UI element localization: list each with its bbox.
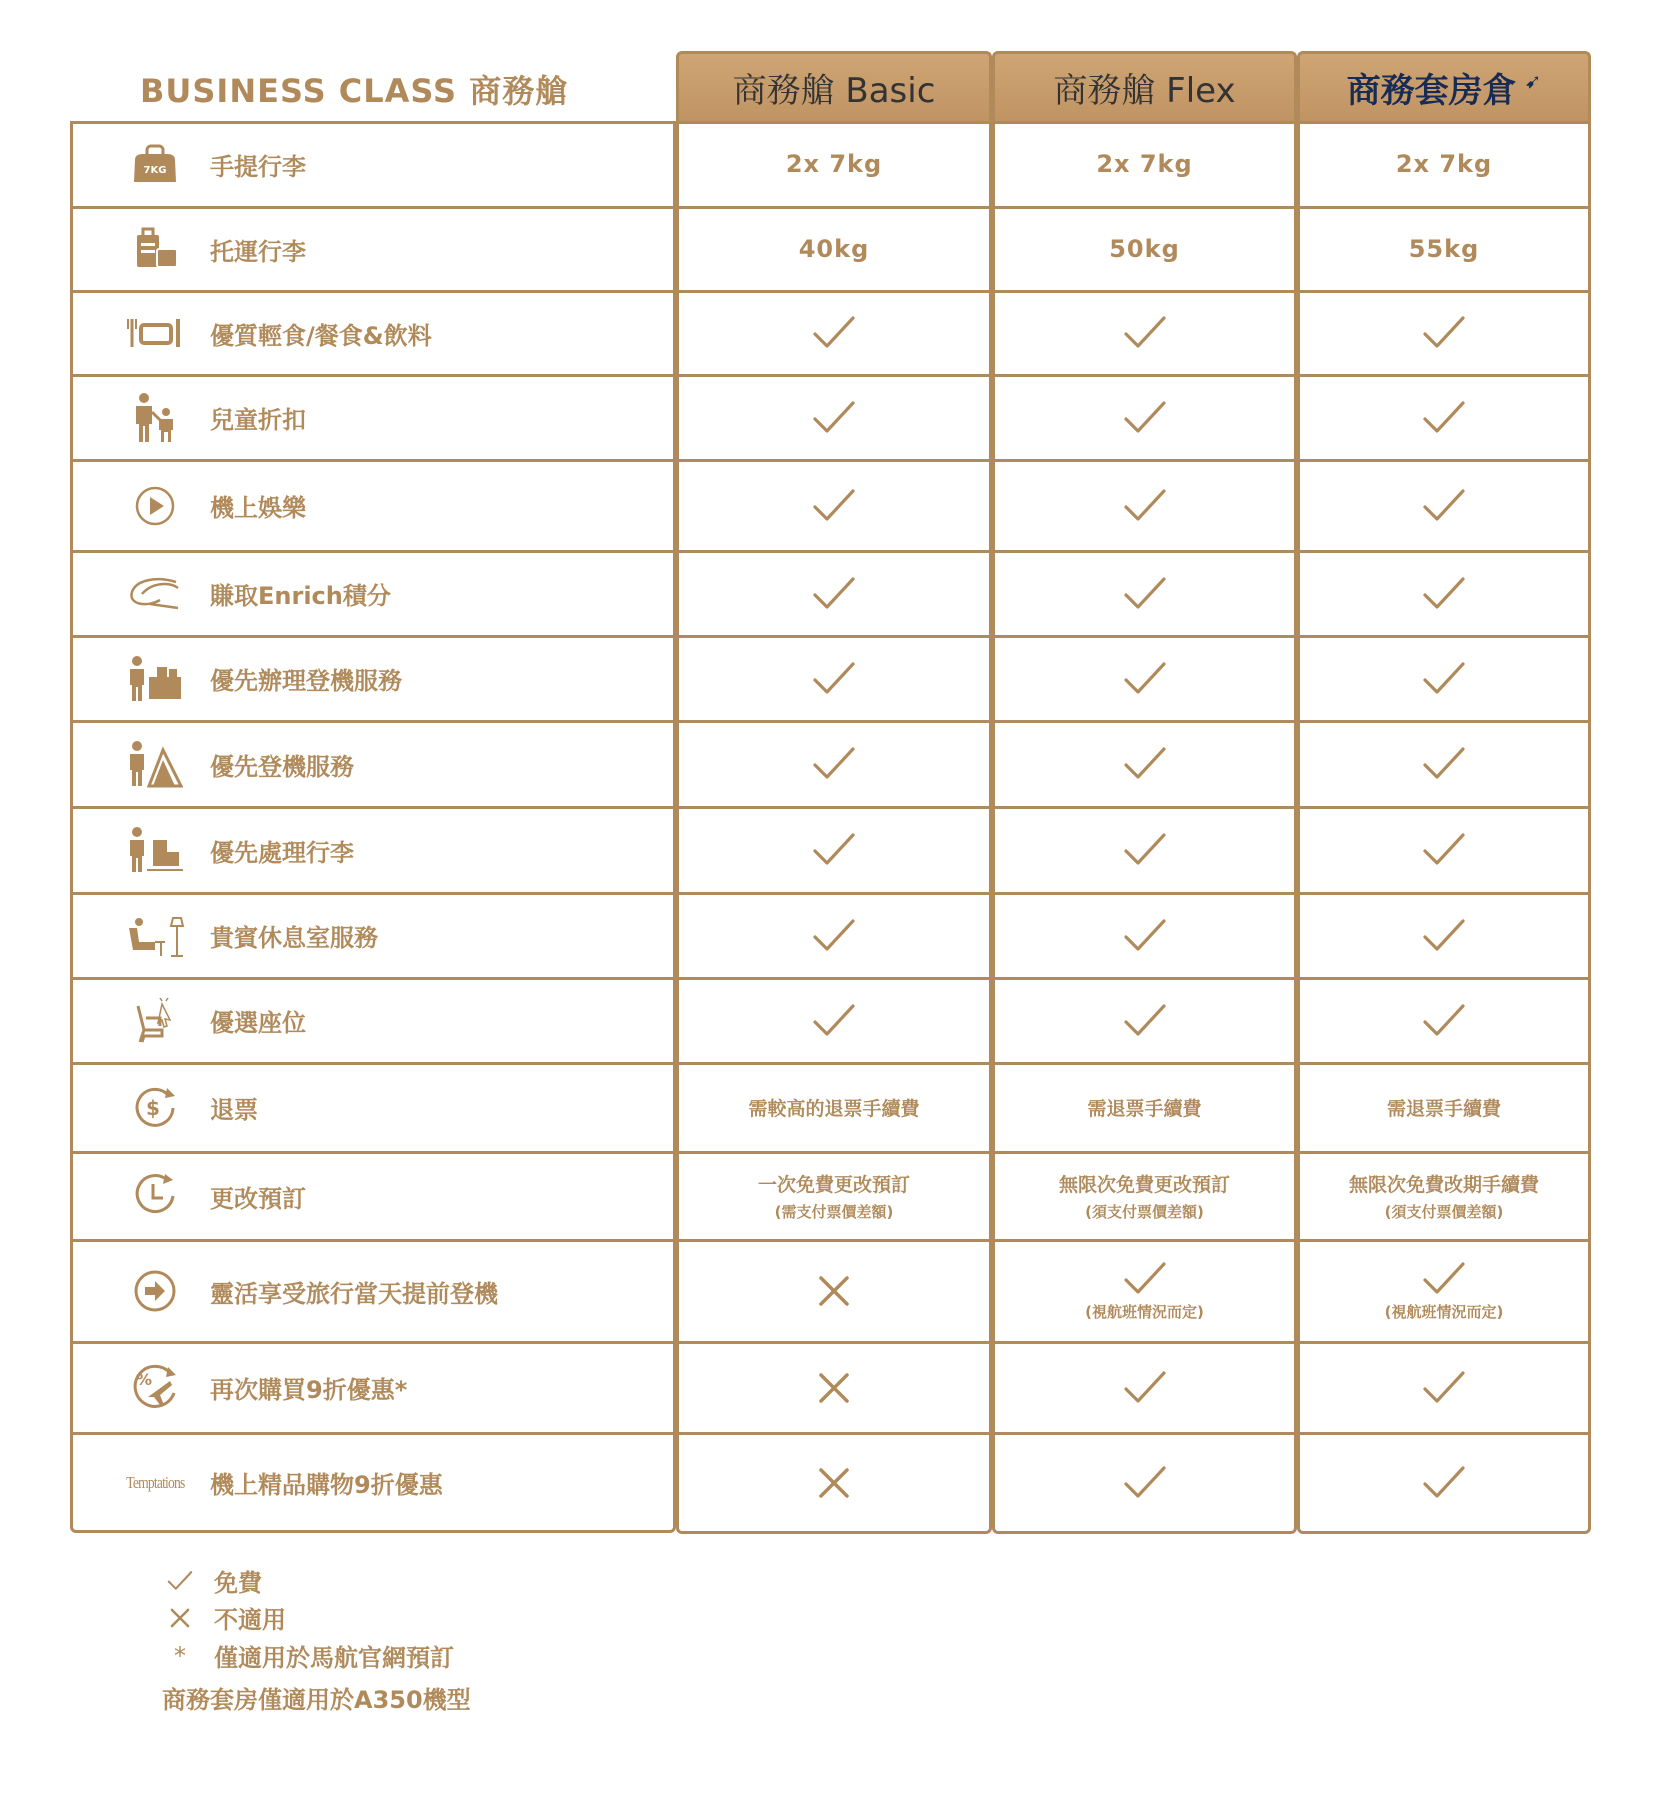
check-icon (1422, 832, 1466, 868)
child-discount-icon (125, 375, 185, 460)
check-icon (812, 1003, 856, 1039)
check-icon (1123, 1261, 1167, 1297)
table-cell (992, 807, 1297, 893)
column-header-flex (992, 51, 1297, 121)
check-icon (160, 1570, 200, 1592)
cell-value: 55kg (1408, 235, 1480, 263)
cell-value: 2x 7kg (1096, 150, 1193, 178)
priority-baggage-icon (125, 807, 185, 893)
check-icon (1123, 576, 1167, 612)
page-title: BUSINESS CLASS 商務艙 (140, 72, 569, 110)
table-row (0, 1152, 1670, 1240)
feature-label: 靈活享受旅行當天提前登機 (210, 1279, 498, 1308)
check-icon (1123, 315, 1167, 351)
table-cell (676, 551, 992, 636)
check-icon (1422, 488, 1466, 524)
table-cell (1297, 121, 1591, 207)
table-cell (992, 1433, 1297, 1532)
table-cell (676, 893, 992, 978)
column-header-basic (676, 51, 992, 121)
carry-on-bag-icon (125, 121, 185, 207)
legend-item (160, 1638, 454, 1673)
table-cell (676, 1240, 992, 1342)
temptations-icon: Temptations (125, 1472, 185, 1492)
check-icon (1123, 1465, 1167, 1501)
table-row (0, 721, 1670, 807)
table-cell (1297, 636, 1591, 721)
check-icon (1422, 918, 1466, 954)
table-cell (992, 207, 1297, 291)
svg-text:7KG: 7KG (143, 165, 167, 176)
cell-note: 無限次免費改期手續費 (1348, 1174, 1539, 1196)
check-icon (1123, 746, 1167, 782)
cell-value: 2x 7kg (785, 150, 883, 178)
table-cell (992, 721, 1297, 807)
feature-label: 優先處理行李 (210, 838, 354, 867)
table-cell (1297, 893, 1591, 978)
table-cell (992, 1342, 1297, 1433)
table-row (0, 551, 1670, 636)
table-cell (992, 636, 1297, 721)
check-icon (1123, 832, 1167, 868)
check-icon (1123, 1003, 1167, 1039)
table-cell (1297, 551, 1591, 636)
cell-note: 需退票手續費 (1386, 1098, 1501, 1120)
check-icon (1422, 1370, 1466, 1406)
clock-icon (125, 1152, 185, 1240)
feature-label: 優先辦理登機服務 (210, 667, 402, 695)
cross-icon (818, 1372, 850, 1404)
table-cell (1297, 807, 1591, 893)
legend-label: 不適用 (214, 1606, 286, 1634)
table-cell (1297, 291, 1591, 375)
column-header-label: 商務套房倉 (1346, 71, 1517, 111)
cell-subnote: (須支付票價差額) (1085, 1203, 1204, 1221)
table-cell (676, 807, 992, 893)
asterisk-icon: * (174, 1641, 186, 1670)
table-row (0, 375, 1670, 460)
legend-label: 僅適用於馬航官網預訂 (214, 1644, 454, 1672)
table-cell (992, 893, 1297, 978)
check-icon (812, 918, 856, 954)
seat-selection-icon (125, 978, 185, 1063)
table-cell (992, 1152, 1297, 1240)
feature-label: 手提行李 (210, 152, 306, 181)
table-cell (1297, 460, 1591, 551)
priority-checkin-icon (125, 636, 185, 721)
feature-label: 退票 (210, 1096, 258, 1124)
cross-icon (160, 1608, 200, 1628)
feature-label: 優先登機服務 (210, 752, 354, 781)
table-row (0, 207, 1670, 291)
feature-label: 貴賓休息室服務 (210, 924, 378, 952)
check-icon (812, 400, 856, 436)
cell-subnote: (須支付票價差額) (1384, 1203, 1504, 1221)
cell-value: 2x 7kg (1395, 150, 1493, 178)
table-cell (676, 1342, 992, 1433)
feature-label: 優質輕食/餐食&飲料 (210, 321, 432, 350)
cell-note: 一次免費更改預訂 (757, 1174, 910, 1196)
feature-label: 優選座位 (210, 1009, 306, 1037)
table-cell (1297, 1152, 1591, 1240)
check-icon (1422, 315, 1466, 351)
cell-note: 需退票手續費 (1087, 1098, 1202, 1120)
table-cell (1297, 1240, 1591, 1342)
legend-item (160, 1600, 286, 1635)
table-cell (676, 1152, 992, 1240)
check-icon (1422, 400, 1466, 436)
discount-plane-icon (125, 1342, 185, 1433)
table-cell (676, 721, 992, 807)
table-cell (992, 375, 1297, 460)
table-row (0, 636, 1670, 721)
column-header-suite (1297, 51, 1591, 121)
column-header-label: 商務艙 Flex (1053, 71, 1236, 111)
table-cell (676, 291, 992, 375)
table-row (0, 291, 1670, 375)
check-icon (1422, 661, 1466, 697)
table-row (0, 807, 1670, 893)
table-cell (676, 121, 992, 207)
check-icon (812, 576, 856, 612)
table-cell (1297, 978, 1591, 1063)
check-icon (812, 488, 856, 524)
meal-icon (125, 291, 185, 375)
table-cell (1297, 207, 1591, 291)
check-icon (1422, 1003, 1466, 1039)
table-cell (992, 978, 1297, 1063)
lounge-icon (125, 893, 185, 978)
feature-label: 兒童折扣 (210, 406, 306, 434)
cell-value: 50kg (1109, 235, 1180, 263)
table-cell (992, 1240, 1297, 1342)
cell-subnote: (視航班情況而定) (1085, 1302, 1204, 1321)
table-cell (676, 636, 992, 721)
check-icon (1422, 1465, 1466, 1501)
table-row (0, 121, 1670, 207)
refund-icon (125, 1063, 185, 1152)
cell-subnote: (需支付票價差額) (774, 1203, 894, 1221)
table-cell (992, 291, 1297, 375)
check-icon (1123, 488, 1167, 524)
table-cell (992, 121, 1297, 207)
arrow-right-icon (125, 1240, 185, 1342)
column-header-label: 商務艙 Basic (732, 71, 936, 111)
table-cell (676, 1433, 992, 1532)
table-cell (676, 207, 992, 291)
table-cell (992, 551, 1297, 636)
check-icon (1422, 576, 1466, 612)
check-icon (812, 746, 856, 782)
table-row (0, 1433, 1670, 1532)
table-cell (676, 1063, 992, 1152)
check-icon (1123, 918, 1167, 954)
table-row (0, 1240, 1670, 1342)
check-icon (1422, 1261, 1466, 1297)
cross-icon (818, 1275, 850, 1307)
table-row (0, 1342, 1670, 1433)
table-row (0, 1063, 1670, 1152)
table-cell (1297, 721, 1591, 807)
check-icon (812, 661, 856, 697)
check-icon (812, 832, 856, 868)
table-cell (1297, 1342, 1591, 1433)
svg-text:%: % (135, 1369, 153, 1389)
table-cell (992, 1063, 1297, 1152)
table-cell (676, 978, 992, 1063)
table-row (0, 978, 1670, 1063)
check-icon (1123, 1370, 1167, 1406)
table-row (0, 893, 1670, 978)
checked-luggage-icon (125, 207, 185, 291)
priority-boarding-icon (125, 721, 185, 807)
legend-item (160, 1563, 262, 1598)
play-icon (125, 460, 185, 551)
check-icon (1123, 661, 1167, 697)
feature-label: 機上精品購物9折優惠 (210, 1471, 443, 1499)
cell-subnote: (視航班情況而定) (1384, 1302, 1504, 1321)
feature-label: 更改預訂 (210, 1184, 306, 1213)
airline-logo-icon: ➹ (1524, 68, 1542, 93)
table-row (0, 460, 1670, 551)
cross-icon (818, 1467, 850, 1499)
footer-note: 商務套房僅適用於A350機型 (162, 1686, 471, 1714)
svg-text:$: $ (146, 1095, 160, 1120)
enrich-icon (125, 551, 185, 636)
feature-label: 再次購買9折優惠* (210, 1376, 408, 1404)
check-icon (1422, 746, 1466, 782)
legend-label: 免費 (214, 1569, 262, 1597)
table-cell (992, 460, 1297, 551)
feature-label: 機上娛樂 (210, 494, 306, 522)
cell-note: 無限次免費更改預訂 (1058, 1174, 1230, 1196)
cell-note: 需較高的退票手續費 (748, 1098, 920, 1120)
table-cell (1297, 375, 1591, 460)
table-cell (1297, 1433, 1591, 1532)
check-icon (812, 315, 856, 351)
table-cell (1297, 1063, 1591, 1152)
check-icon (1123, 400, 1167, 436)
cell-value: 40kg (798, 235, 870, 263)
feature-label: 賺取Enrich積分 (210, 582, 391, 610)
table-cell (676, 375, 992, 460)
table-cell (676, 460, 992, 551)
feature-label: 托運行李 (210, 237, 306, 266)
